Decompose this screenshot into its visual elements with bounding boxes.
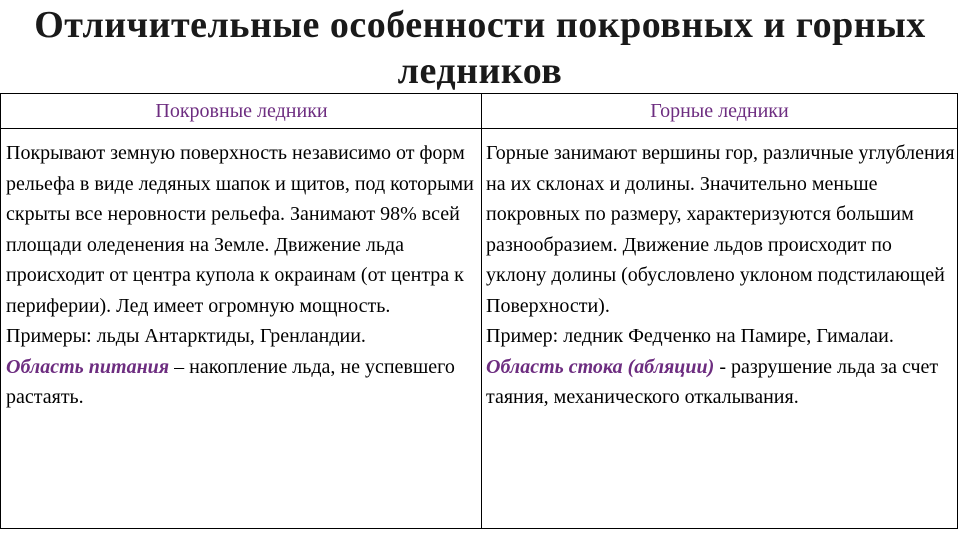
ablation-zone-term: Область стока (абляции) <box>486 355 715 378</box>
accumulation-zone-definition: – накопление льда, не успевшего растаять. <box>6 355 455 408</box>
sheet-glaciers-term-paragraph <box>6 352 478 413</box>
comparison-table <box>0 93 958 529</box>
column-divider <box>481 94 482 528</box>
sheet-glaciers-examples: Примеры: льды Антарктиды, Гренландии. <box>6 325 366 347</box>
sheet-glaciers-description: Покрывают земную поверхность независимо от форм рельефа в виде ледяных шапок и щитов, под которыми скрыты все неровности рельефа. Занимают 98% всей площади оледенения на Земле. Движение льда происходит от центра купола к окраинам (от центра к периферии). Лед имеет огромную мощность. <box>6 142 474 317</box>
page-title-line-2: ледников <box>397 50 563 92</box>
accumulation-zone-term: Область питания <box>6 355 170 378</box>
header-divider <box>1 128 957 129</box>
mountain-glaciers-cell <box>486 138 956 413</box>
page-title-line-1: Отличительные особенности покровных и горных <box>34 4 926 46</box>
mountain-glaciers-term-paragraph <box>486 352 956 413</box>
mountain-glaciers-example: Пример: ледник Федченко на Памире, Гималаи. <box>486 325 894 347</box>
page-title <box>0 2 960 94</box>
sheet-glaciers-cell <box>6 138 478 413</box>
ablation-zone-definition: - разрушение льда за счет таяния, механического откалывания. <box>486 355 939 408</box>
header-mountain-glaciers: Горные ледники <box>650 100 789 122</box>
mountain-glaciers-description-cont: Поверхности). <box>486 294 610 317</box>
mountain-glaciers-description: Горные занимают вершины гор, различные углубления на их склонах и долины. Значительно меньше покровных по размеру, характеризуются большим разнообразием. Движение льдов происходит по уклону долины (обусловлено уклоном подстилающей <box>486 142 955 286</box>
header-sheet-glaciers: Покровные ледники <box>155 100 328 122</box>
